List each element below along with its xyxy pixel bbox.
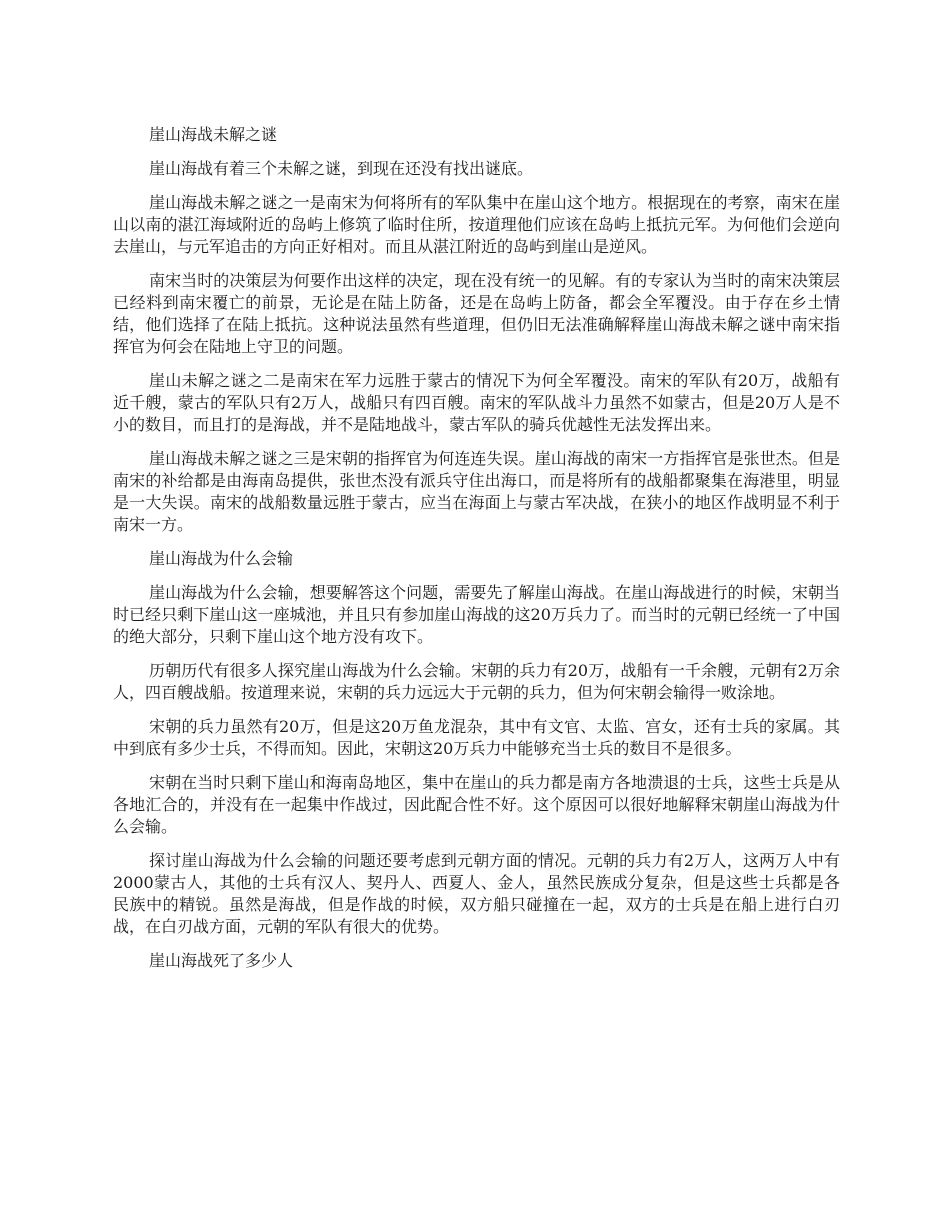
paragraph: 宋朝的兵力虽然有20万，但是这20万鱼龙混杂，其中有文官、太监、宫女，还有士兵的家属。其中到底有多少士兵，不得而知。因此，宋朝这20万兵力中能够充当士兵的数目不是很多。 bbox=[113, 717, 840, 758]
section-heading: 崖山海战未解之谜 bbox=[149, 125, 278, 144]
section-heading: 崖山海战死了多少人 bbox=[149, 951, 294, 970]
paragraph: 崖山海战有着三个未解之谜，到现在还没有找出谜底。 bbox=[149, 159, 534, 178]
paragraph: 崖山未解之谜之二是南宋在军力远胜于蒙古的情况下为何全军覆没。南宋的军队有20万，战船有近千艘，蒙古的军队只有2万人，战船只有四百艘。南宋的军队战斗力虽然不如蒙古，但是20万人是不小的数目，而且打的是海战，并不是陆地战斗，蒙古军队的骑兵优越性无法发挥出来。 bbox=[113, 371, 840, 434]
paragraph: 崖山海战未解之谜之三是宋朝的指挥官为何连连失误。崖山海战的南宋一方指挥官是张世杰。但是南宋的补给都是由海南岛提供，张世杰没有派兵守住出海口，而是将所有的战船都聚集在海港里，明显是一大失误。南宋的战船数量远胜于蒙古，应当在海面上与蒙古军决战，在狭小的地区作战明显不利于南宋一方。 bbox=[113, 449, 840, 534]
section-heading: 崖山海战为什么会输 bbox=[149, 549, 294, 568]
paragraph: 宋朝在当时只剩下崖山和海南岛地区，集中在崖山的兵力都是南方各地溃退的士兵，这些士兵是从各地汇合的，并没有在一起集中作战过，因此配合性不好。这个原因可以很好地解释宋朝崖山海战为什么会输。 bbox=[113, 773, 840, 836]
paragraph: 南宋当时的决策层为何要作出这样的决定，现在没有统一的见解。有的专家认为当时的南宋决策层已经料到南宋覆亡的前景，无论是在陆上防备，还是在岛屿上防备，都会全军覆没。由于存在乡土情结，他们选择了在陆上抵抗。这种说法虽然有些道理，但仍旧无法准确解释崖山海战未解之谜中南宋指挥官为何会在陆地上守卫的问题。 bbox=[113, 271, 840, 356]
paragraph: 崖山海战未解之谜之一是南宋为何将所有的军队集中在崖山这个地方。根据现在的考察，南宋在崖山以南的湛江海域附近的岛屿上修筑了临时住所，按道理他们应该在岛屿上抵抗元军。为何他们会逆向去崖山，与元军追击的方向正好相对。而且从湛江附近的岛屿到崖山是逆风。 bbox=[113, 193, 840, 256]
document-body bbox=[113, 124, 840, 984]
paragraph: 历朝历代有很多人探究崖山海战为什么会输。宋朝的兵力有20万，战船有一千余艘，元朝有2万余人，四百艘战船。按道理来说，宋朝的兵力远远大于元朝的兵力，但为何宋朝会输得一败涂地。 bbox=[113, 661, 840, 702]
paragraph: 探讨崖山海战为什么会输的问题还要考虑到元朝方面的情况。元朝的兵力有2万人，这两万人中有2000蒙古人，其他的士兵有汉人、契丹人、西夏人、金人，虽然民族成分复杂，但是这些士兵都是各民族中的精锐。虽然是海战，但是作战的时候，双方船只碰撞在一起，双方的士兵是在船上进行白刃战，在白刃战方面，元朝的军队有很大的优势。 bbox=[113, 851, 840, 936]
paragraph: 崖山海战为什么会输，想要解答这个问题，需要先了解崖山海战。在崖山海战进行的时候，宋朝当时已经只剩下崖山这一座城池，并且只有参加崖山海战的这20万兵力了。而当时的元朝已经统一了中国的绝大部分，只剩下崖山这个地方没有攻下。 bbox=[113, 583, 840, 646]
